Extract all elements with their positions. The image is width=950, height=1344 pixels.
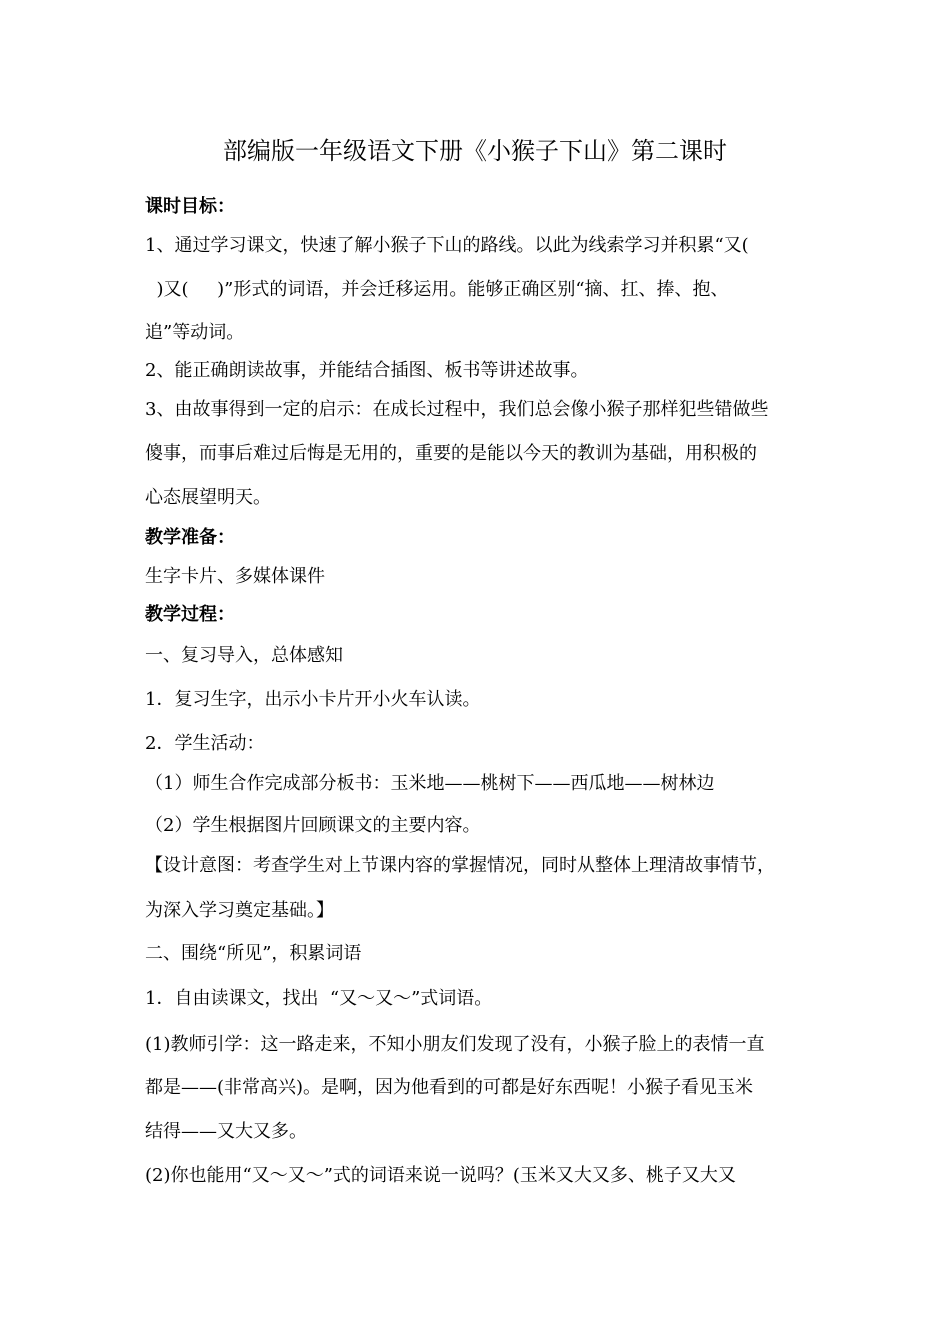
guide-line-1: (1)教师引学：这一路走来，不知小朋友们发现了没有，小猴子脸上的表情一直 bbox=[145, 1034, 765, 1055]
guide-line-2: 都是——(非常高兴)。是啊，因为他看到的可都是好东西呢！小猴子看见玉米 bbox=[145, 1077, 754, 1098]
objectives-heading: 课时目标： bbox=[145, 196, 235, 217]
objective-1-line-3: 追”等动词。 bbox=[145, 322, 245, 343]
step-2-1: 1．自由读课文，找出 “又～又～”式词语。 bbox=[145, 988, 493, 1009]
objective-1-line-2: )又( )”形式的词语，并会迁移运用。能够正确区别“摘、扛、捧、抱、 bbox=[145, 279, 729, 300]
document-title: 部编版一年级语文下册《小猴子下山》第二课时 bbox=[223, 137, 727, 165]
practice-line-1: (2)你也能用“又～又～”式的词语来说一说吗？(玉米又大又多、桃子又大又 bbox=[145, 1165, 736, 1186]
preparation-text: 生字卡片、多媒体课件 bbox=[145, 566, 325, 587]
objective-1-line-1: 1、通过学习课文，快速了解小猴子下山的路线。以此为线索学习并积累“又( bbox=[145, 235, 749, 256]
guide-line-3: 结得——又大又多。 bbox=[145, 1121, 307, 1142]
section-2-title: 二、围绕“所见”，积累词语 bbox=[145, 943, 362, 964]
preparation-heading: 教学准备： bbox=[145, 527, 235, 548]
design-intent-line-1: 【设计意图：考查学生对上节课内容的掌握情况，同时从整体上理清故事情节， bbox=[145, 855, 775, 876]
design-intent-line-2: 为深入学习奠定基础。】 bbox=[145, 900, 334, 921]
activity-2: （2）学生根据图片回顾课文的主要内容。 bbox=[145, 815, 481, 836]
step-1-2: 2．学生活动： bbox=[145, 733, 265, 754]
step-1-1: 1．复习生字，出示小卡片开小火车认读。 bbox=[145, 689, 481, 710]
objective-2: 2、能正确朗读故事，并能结合插图、板书等讲述故事。 bbox=[145, 360, 589, 381]
objective-3-line-2: 傻事，而事后难过后悔是无用的，重要的是能以今天的教训为基础，用积极的 bbox=[145, 443, 757, 464]
process-heading: 教学过程： bbox=[145, 604, 235, 625]
objective-3-line-3: 心态展望明天。 bbox=[145, 487, 271, 508]
section-1-title: 一、复习导入，总体感知 bbox=[145, 645, 343, 666]
activity-1: （1）师生合作完成部分板书：玉米地——桃树下——西瓜地——树林边 bbox=[145, 773, 715, 794]
objective-3-line-1: 3、由故事得到一定的启示：在成长过程中，我们总会像小猴子那样犯些错做些 bbox=[145, 399, 769, 420]
